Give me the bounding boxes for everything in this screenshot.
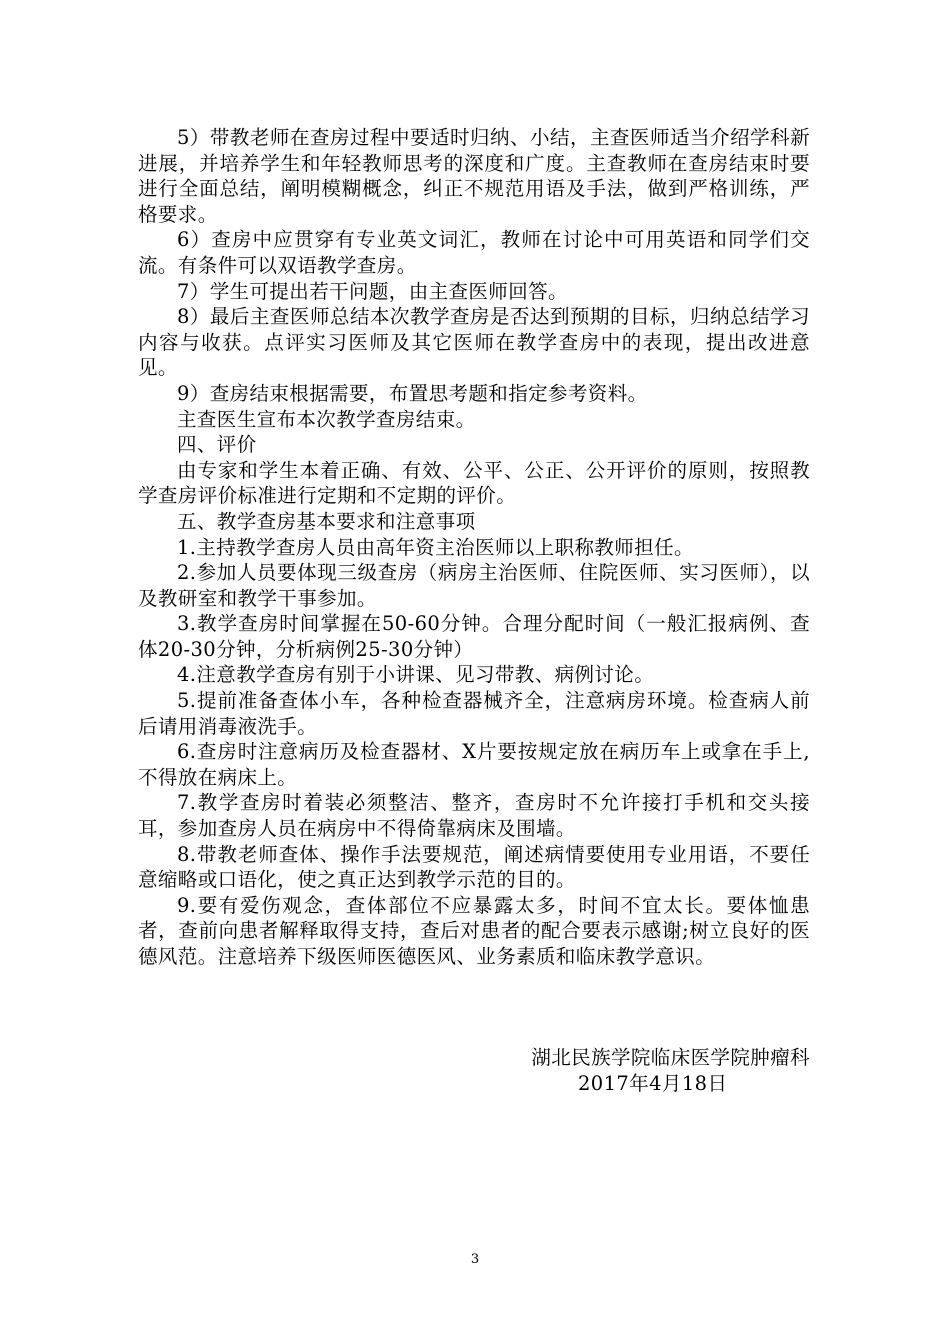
signature-organization: 湖北民族学院临床医学院肿瘤科 (531, 1046, 810, 1069)
paragraph-item-7-questions: 7）学生可提出若干问题，由主查医师回答。 (177, 279, 568, 303)
requirement-item-5: 5.提前准备查体小车，各种检查器械齐全，注意病房环境。检查病人前后请用消毒液洗手。 (138, 689, 810, 738)
section-heading-requirements: 五、教学查房基本要求和注意事项 (177, 509, 476, 533)
requirement-item-1: 1.主持教学查房人员由高年资主治医师以上职称教师担任。 (177, 535, 694, 559)
paragraph-item-8-conclusion: 8）最后主查医师总结本次教学查房是否达到预期的目标，归纳总结学习内容与收获。点评实习医师及其它医师在教学查房中的表现，提出改进意见。 (138, 305, 810, 380)
requirement-item-6: 6.查房时注意病历及检查器材、X片要按规定放在病历车上或拿在手上,不得放在病床上。 (138, 740, 810, 789)
paragraph-item-9-assignments: 9）查房结束根据需要，布置思考题和指定参考资料。 (177, 381, 648, 405)
section-heading-evaluation: 四、评价 (177, 433, 257, 457)
requirement-item-7: 7.教学查房时着装必须整洁、整齐，查房时不允许接打手机和交头接耳，参加查房人员在病房中不得倚靠病床及围墙。 (138, 791, 810, 841)
signature-date: 2017年4月18日 (578, 1071, 728, 1095)
signature-block (460, 1045, 810, 1096)
requirement-item-8: 8.带教老师查体、操作手法要规范，阐述病情要使用专业用语，不要任意缩略或口语化，使之真正达到教学示范的目的。 (138, 842, 810, 892)
requirement-item-2: 2.参加人员要体现三级查房（病房主治医师、住院医师、实习医师），以及教研室和教学干事参加。 (138, 561, 810, 610)
requirement-item-3: 3.教学查房时间掌握在50-60分钟。合理分配时间（一般汇报病例、查体20-30分钟，分析病例25-30分钟） (138, 612, 810, 661)
paragraph-evaluation: 由专家和学生本着正确、有效、公平、公正、公开评价的原则，按照教学查房评价标准进行定期和不定期的评价。 (138, 458, 810, 508)
document-body (138, 125, 810, 970)
paragraph-item-6-english-terms: 6）查房中应贯穿有专业英文词汇，教师在讨论中可用英语和同学们交流。有条件可以双语教学查房。 (138, 228, 810, 277)
page-number: 3 (470, 1252, 480, 1267)
paragraph-item-5-summary: 5）带教老师在查房过程中要适时归纳、小结，主查医师适当介绍学科新进展，并培养学生和年轻教师思考的深度和广度。主查教师在查房结束时要进行全面总结，阐明模糊概念，纠正不规范用语及手法，做到严格训练，严格要求。 (138, 126, 810, 226)
paragraph-end-of-rounds: 主查医生宣布本次教学查房结束。 (177, 407, 476, 431)
requirement-item-4: 4.注意教学查房有别于小讲课、见习带教、病例讨论。 (177, 663, 655, 687)
requirement-item-9: 9.要有爱伤观念，查体部位不应暴露太多，时间不宜太长。要体恤患者，查前向患者解释取得支持，查后对患者的配合要表示感谢;树立良好的医德风范。注意培养下级医师医德医风、业务素质和临床教学意识。 (138, 893, 810, 968)
